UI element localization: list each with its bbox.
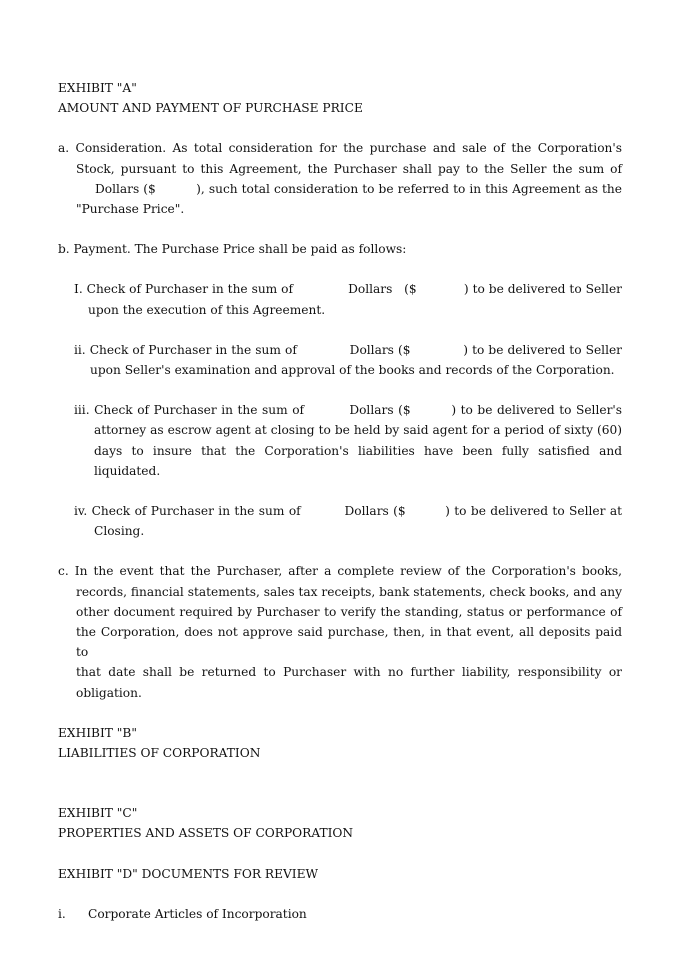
exhibit-a-title: EXHIBIT "A": [58, 81, 137, 95]
paragraph-c-line-5: that date shall be returned to Purchaser with no further liability, responsibility or: [76, 665, 622, 680]
payment-item-ii: [74, 340, 622, 380]
exhibit-d-item-i-text: Corporate Articles of Incorporation: [88, 906, 307, 921]
payment-item-iii-line-1: iii. Check of Purchaser in the sum of Dollars ($ ) to be delivered to Seller's: [74, 403, 622, 418]
paragraph-c-line-4: the Corporation, does not approve said purchase, then, in that event, all deposits paid to: [76, 625, 622, 660]
payment-item-i-line-2: upon the execution of this Agreement.: [88, 302, 326, 317]
payment-item-i: [74, 279, 622, 319]
payment-item-iv-line-2: Closing.: [94, 524, 145, 539]
paragraph-a-line-1: a. Consideration. As total consideration for the purchase and sale of the Corporation's: [58, 141, 622, 156]
paragraph-b-intro: b. Payment. The Purchase Price shall be paid as follows:: [58, 242, 407, 257]
exhibit-c-title: EXHIBIT "C": [58, 806, 138, 821]
payment-item-iii-line-2: attorney as escrow agent at closing to be held by said agent for a period of sixty (60): [94, 423, 622, 438]
paragraph-c-review: [58, 561, 622, 702]
paragraph-a-line-2: Stock, pursuant to this Agreement, the Purchaser shall pay to the Seller the sum of: [76, 161, 622, 176]
exhibit-d-item-i: [58, 904, 622, 924]
payment-item-ii-line-1: ii. Check of Purchaser in the sum of Dollars ($ ) to be delivered to Seller: [74, 342, 622, 357]
payment-items: [74, 279, 622, 541]
paragraph-c-line-6: obligation.: [76, 685, 142, 700]
payment-item-i-line-1: I. Check of Purchaser in the sum of Dollars ($ ) to be delivered to Seller: [74, 282, 622, 297]
exhibit-b-subtitle: LIABILITIES OF CORPORATION: [58, 746, 261, 761]
paragraph-a-consideration: [58, 138, 622, 219]
payment-item-iii-line-3: days to insure that the Corporation's liabilities have been fully satisfied and liquidated.: [94, 443, 622, 478]
paragraph-b-payment: [58, 239, 622, 259]
payment-item-ii-line-2: upon Seller's examination and approval of the books and records of the Corporation.: [90, 363, 615, 378]
exhibit-c-subtitle: PROPERTIES AND ASSETS OF CORPORATION: [58, 826, 354, 841]
payment-item-iv-line-1: iv. Check of Purchaser in the sum of Dollars ($ ) to be delivered to Seller at: [74, 504, 622, 519]
exhibit-b-title: EXHIBIT "B": [58, 725, 137, 740]
paragraph-c-line-1: c. In the event that the Purchaser, after a complete review of the Corporation's books,: [58, 564, 622, 579]
exhibit-d-item-i-marker: i.: [58, 906, 66, 921]
document-body: [58, 78, 622, 924]
payment-item-iv: [74, 501, 622, 541]
paragraph-a-line-4: "Purchase Price".: [76, 202, 185, 217]
exhibit-d-title: EXHIBIT "D" DOCUMENTS FOR REVIEW: [58, 866, 319, 881]
paragraph-a-line-3: Dollars ($ ), such total consideration to be referred to in this Agreement as the: [95, 181, 622, 196]
paragraph-c-line-2: records, financial statements, sales tax receipts, bank statements, check books, and any: [76, 584, 622, 599]
paragraph-c-line-3: other document required by Purchaser to verify the standing, status or performance of: [76, 604, 622, 619]
payment-item-iii: [74, 400, 622, 481]
exhibit-a-subtitle: AMOUNT AND PAYMENT OF PURCHASE PRICE: [58, 101, 363, 116]
